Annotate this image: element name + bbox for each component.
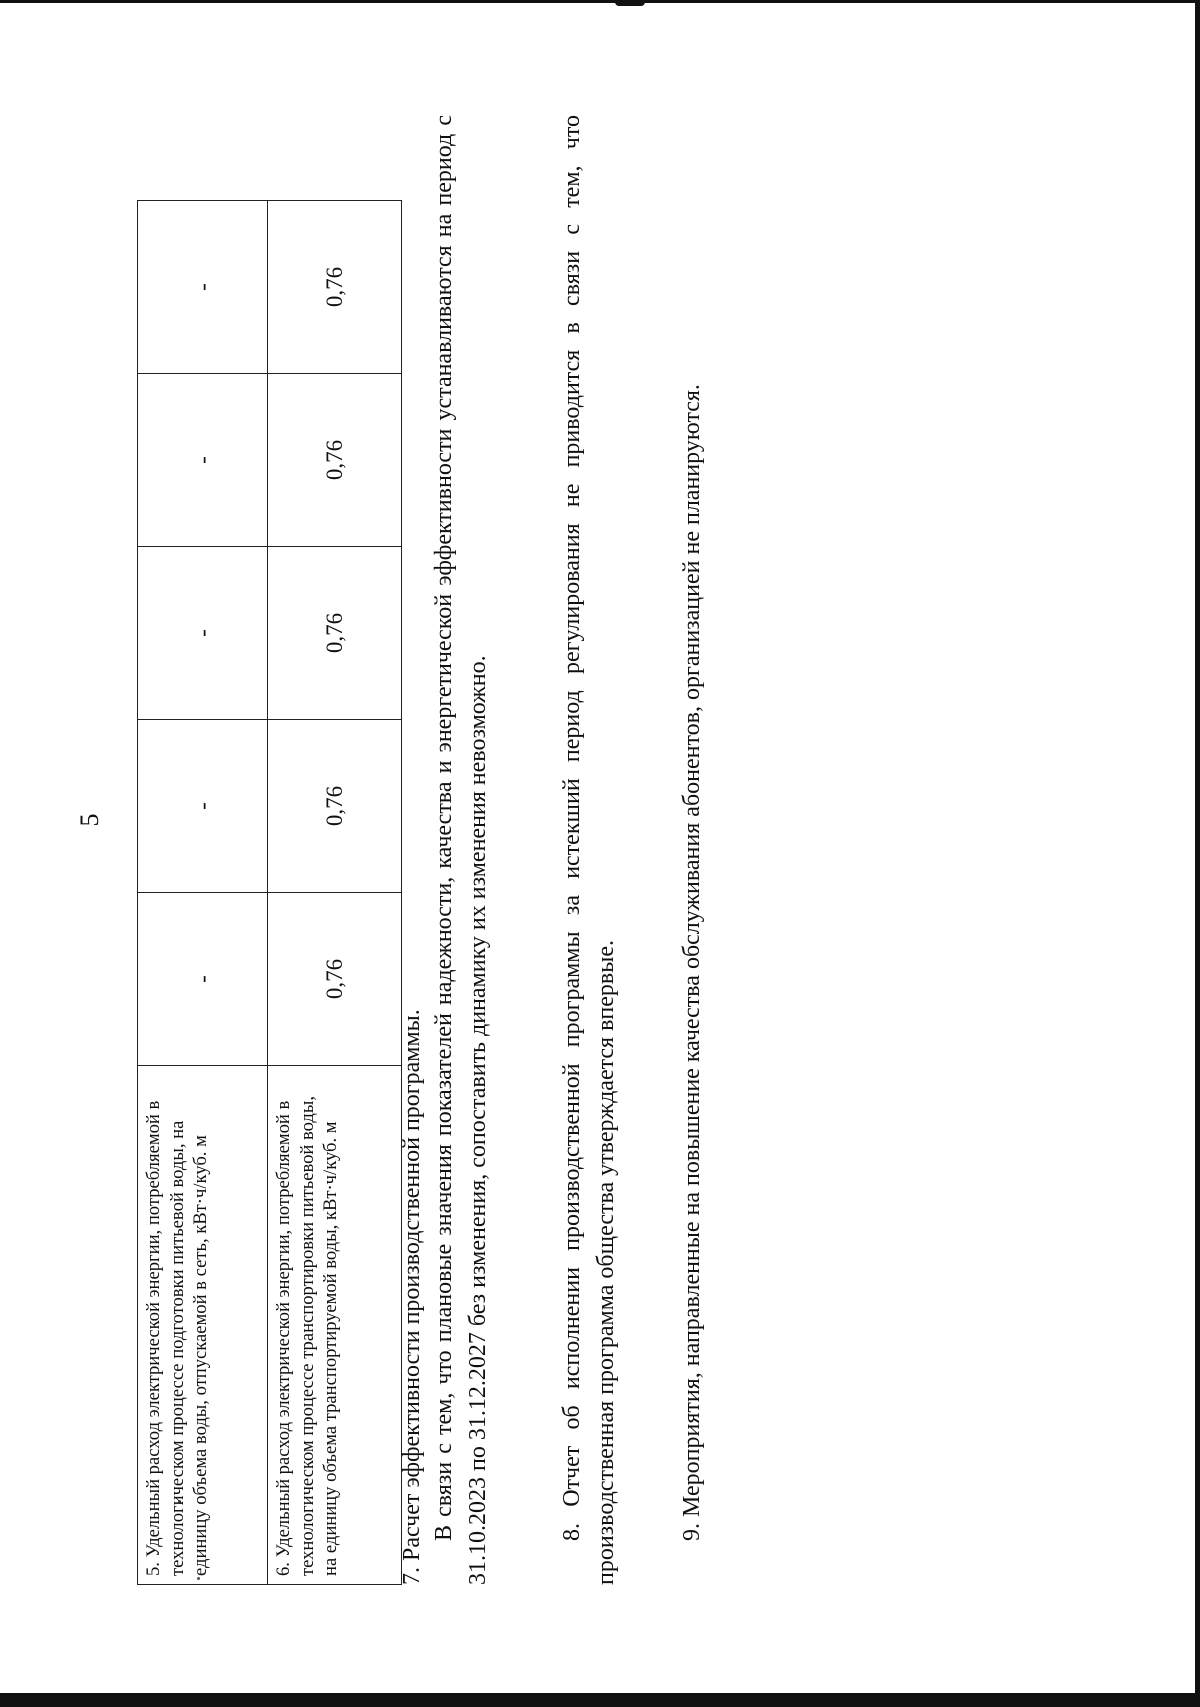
row-label: 6. Удельный расход электрической энергии, потребляемой в технологическом процессе транспортировки питьевой воды, на единицу объема транспортируемой воды, кВт·ч/куб. м — [268, 1066, 402, 1585]
table-cell: 0,76 — [268, 547, 402, 720]
table-row — [268, 201, 402, 1585]
table-cell: 0,76 — [268, 201, 402, 374]
table-cell: 0,76 — [268, 720, 402, 893]
table-row — [138, 201, 268, 1585]
indicators-table — [137, 200, 402, 1585]
paragraph-efficiency: В связи с тем, что плановые значения показателей надежности, качества и энергетической эффективности устанавливаются на период с 31.10.2023 по 31.12.2027 без изменения, сопоставить динамику их изменения невозможно. — [431, 115, 491, 1585]
scan-bottom-edge — [0, 1693, 1200, 1707]
rotated-page — [75, 55, 1200, 1585]
section-heading-7: 7. Расчет эффективности производственной программы. — [399, 1009, 425, 1585]
paragraph-section-9: 9. Мероприятия, направленные на повышение качества обслуживания абонентов, организацией не планируются. — [679, 384, 705, 1541]
paragraph-section-8: 8. Отчет об исполнении производственной программы за истекший период регулирования не приводится в связи с тем, что производственная программа общества утверждается впервые. — [559, 115, 619, 1585]
row-label: 5. Удельный расход электрической энергии, потребляемой в технологическом процессе подготовки питьевой воды, на единицу объема воды, отпускаемой в сеть, кВт·ч/куб. м — [138, 1066, 268, 1585]
table-cell: - — [138, 374, 268, 547]
table-cell: - — [138, 201, 268, 374]
scan-top-edge — [0, 0, 1200, 3]
page-number: 5 — [75, 813, 104, 827]
scan-top-notch — [615, 0, 645, 6]
table-cell: 0,76 — [268, 893, 402, 1066]
table-cell: - — [138, 547, 268, 720]
table-cell: - — [138, 720, 268, 893]
table-cell: 0,76 — [268, 374, 402, 547]
table-cell: - — [138, 893, 268, 1066]
